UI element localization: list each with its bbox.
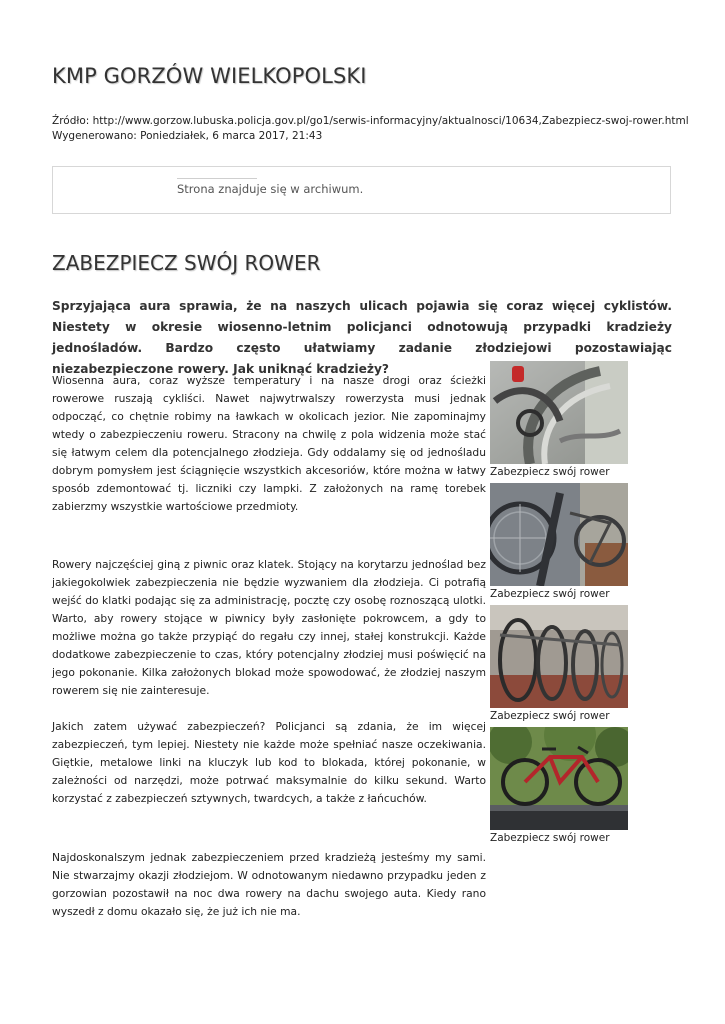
org-title: KMP GORZÓW WIELKOPOLSKI <box>52 64 367 88</box>
archive-tab-line <box>177 178 257 179</box>
archive-notice: Strona znajduje się w archiwum. <box>177 182 364 196</box>
bike-rack-photo <box>490 483 628 586</box>
parked-bikes-photo <box>490 605 628 708</box>
article-figure-1 <box>490 361 628 478</box>
article-lead: Sprzyjająca aura sprawia, że na naszych ulicach pojawia się coraz więcej cyklistów. Niestety w okresie wiosenno-letnim policjanci odnotowują przypadki kradzieży jednośladów. Bardzo często ułatwiamy zadanie złodziejowi pozostawiając niezabezpieczone rowery. Jak uniknąć kradzieży? <box>52 299 672 376</box>
article-paragraph-4: Najdoskonalszym jednak zabezpieczeniem przed kradzieżą jesteśmy my sami. Nie stwarzajmy okazji złodziejom. W odnotowanym niedawno przypadku jeden z gorzowian pozostawił na noc dwa rowery na dachu swojego auta. Kiedy rano wyszedł z domu okazało się, że już ich nie ma. <box>52 851 486 918</box>
article-figure-3 <box>490 605 628 722</box>
figure-caption-1: Zabezpiecz swój rower <box>490 466 610 478</box>
figure-caption-4: Zabezpiecz swój rower <box>490 832 610 844</box>
article-figure-2 <box>490 483 628 600</box>
bike-lock-photo <box>490 361 628 464</box>
article-title: ZABEZPIECZ SWÓJ ROWER <box>52 251 321 275</box>
source-line: Źródło: http://www.gorzow.lubuska.policja.gov.pl/go1/serwis-informacyjny/aktualnosci/10634,Zabezpiecz-swoj-rower.html <box>52 115 689 127</box>
archive-notice-box <box>52 166 671 214</box>
article-paragraph-1: Wiosenna aura, coraz wyższe temperatury i na nasze drogi oraz ścieżki rowerowe ruszają cykliści. Nawet najwytrwalszy rowerzysta musi jednak odpocząć, co chętnie robimy na ławkach w okolicach jezior. Nie zapominajmy wtedy o zabezpieczeniu roweru. Stracony na chwilę z pola widzenia może stać się łatwym celem dla potencjalnego złodzieja. Gdy oddalamy się od jednośladu dobrym pomysłem jest ściągnięcie wszystkich akcesoriów, które można w łatwy sposób zdemontować tj. liczniki czy lampki. Z założonych na ramę torebek zabierzmy wszystkie wartościowe przedmioty. <box>52 374 486 513</box>
article-figure-4 <box>490 727 628 844</box>
figure-caption-2: Zabezpiecz swój rower <box>490 588 610 600</box>
generated-line: Wygenerowano: Poniedziałek, 6 marca 2017, 21:43 <box>52 130 323 142</box>
article-paragraph-3: Jakich zatem używać zabezpieczeń? Policjanci są zdania, że im więcej zabezpieczeń, tym lepiej. Niestety nie każde może spełniać nasze oczekiwania. Giętkie, metalowe linki na kluczyk lub kod to blokada, której pokonanie, w zależności od narzędzi, może potrwać maksymalnie do kilku sekund. Warto korzystać z zabezpieczeń sztywnych, twardcych, a także z łańcuchów. <box>52 720 486 805</box>
article-paragraph-2: Rowery najczęściej giną z piwnic oraz klatek. Stojący na korytarzu jednoślad bez jakiegokolwiek zabezpieczenia nie będzie wyzwaniem dla złodzieja. Ci potrafią wejść do klatki podając się za administrację, pocztę czy osobę roznoszącą ulotki. Warto, aby rowery stojące w piwnicy były zasłonięte pokrowcem, a gdy to możliwe można go także przypiąć do regału czy innej, stałej konstrukcji. Każde dodatkowe zabezpieczenie to czas, który potencjalny złodziej musi poświęcić na jego pokonanie. Kilka założonych blokad może spowodować, że złodziej naszym rowerem się nie zainteresuje. <box>52 558 486 697</box>
document-meta <box>52 114 689 144</box>
bike-on-car-roof-photo <box>490 727 628 830</box>
figure-caption-3: Zabezpiecz swój rower <box>490 710 610 722</box>
